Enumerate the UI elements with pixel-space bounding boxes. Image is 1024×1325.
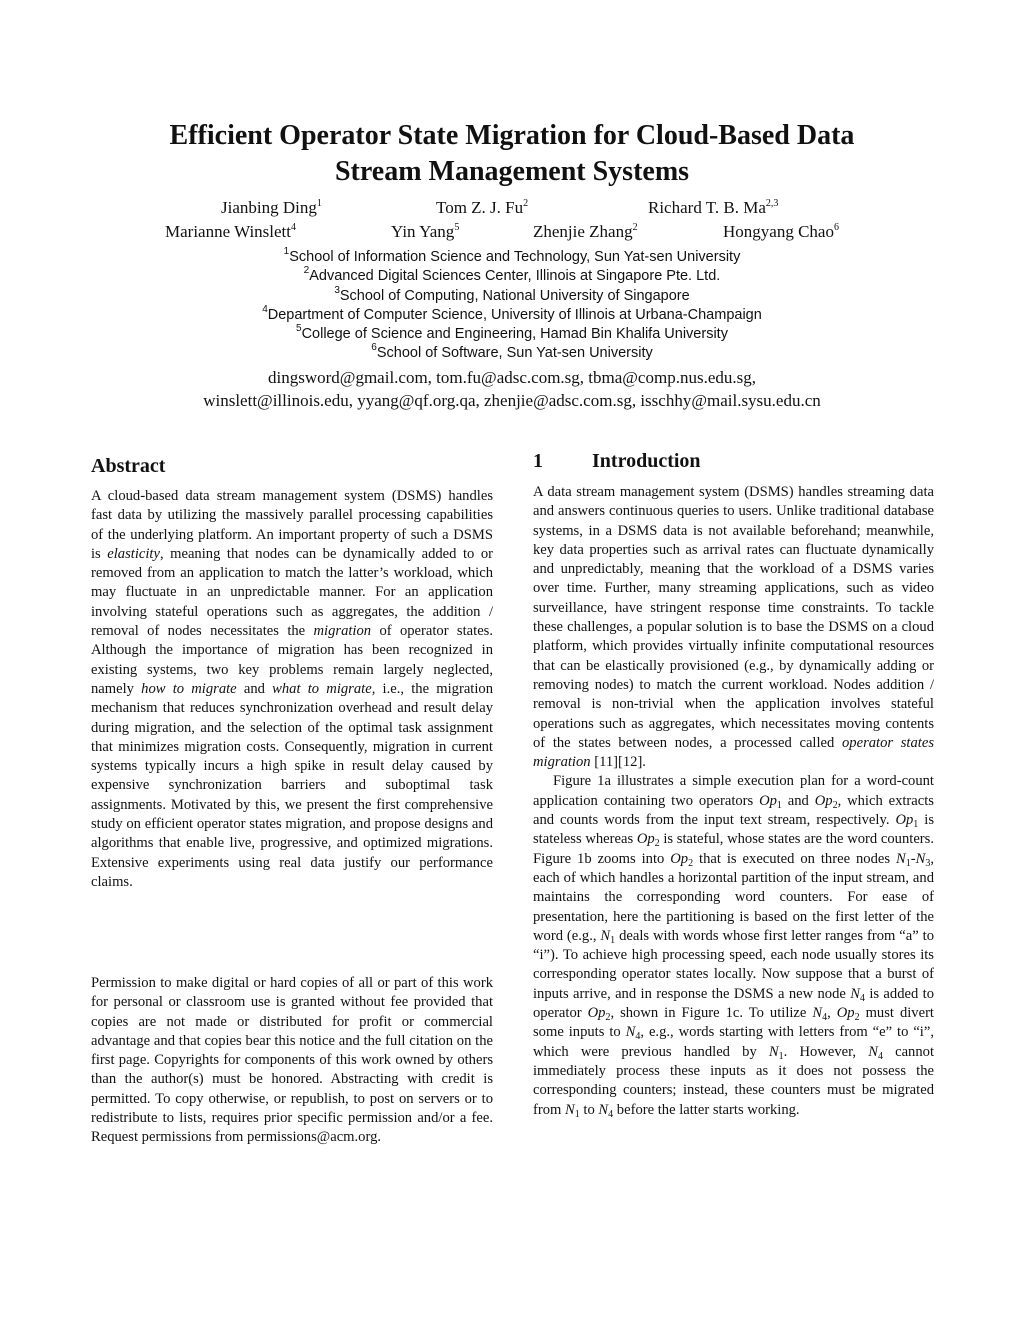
- affiliations: [0, 248, 1024, 364]
- introduction-body: [533, 483, 934, 1120]
- permission-paragraph: Permission to make digital or hard copies of all or part of this work for personal or classroom use is granted without fee provided that copies are not made or distributed for profit or commercial advantage and that copies bear this notice and the full citation on the first page. Copyrights for components of this work owned by others than the author(s) must be honored. Abstracting with credit is permitted. To copy otherwise, or republish, to post on servers or to redistribute to lists, requires prior specific permission and/or a fee. Request permissions from permissions@acm.org.: [91, 975, 493, 1146]
- author-name: Richard T. B. Ma$^{2,3}$: [648, 198, 779, 217]
- author-name: Jianbing Ding$^1$: [221, 198, 322, 217]
- abstract-heading: Abstract: [91, 455, 166, 477]
- affiliation: $^1$School of Information Science and Technology, Sun Yat-sen University: [283, 246, 741, 265]
- affiliation: $^6$School of Software, Sun Yat-sen University: [371, 342, 653, 362]
- affiliation: $^3$School of Computing, National University of Singapore: [334, 284, 690, 304]
- author-emails: [0, 366, 1024, 412]
- abstract-paragraph: A cloud-based data stream management system (DSMS) handles fast data by utilizing the massively parallel processing capabilities of the underlying platform. An important property of such a DSMS is elasticity, meaning that nodes can be dynamically added to or removed from an application to match the latter’s workload, which may fluctuate in an unpredictable manner. For an application involving stateful operations such as aggregates, the addition / removal of nodes necessitates the migration of operator states. Although the importance of migration has been recognized in existing systems, two key problems remain largely neglected, namely how to migrate and what to migrate, i.e., the migration mechanism that reduces synchronization overhead and result delay during migration, and the selection of the optimal task assignment that minimizes migration costs. Consequently, migration in current systems typically incurs a high spike in result delay caused by expensive synchronization barriers and suboptimal task assignments. Motivated by this, we present the first comprehensive study on efficient operator states migration, and propose designs and algorithms that enable live, progressive, and optimized migrations. Extensive experiments using real data justify our performance claims.: [91, 488, 494, 890]
- intro-paragraph-1: A data stream management system (DSMS) handles streaming data and answers continuous queries to users. Unlike traditional database systems, in a DSMS data is not available beforehand; meanwhile, key data properties such as arrival rates can fluctuate dynamically and unpredictably, meaning that the workload of a DSMS varies over time. Further, many streaming applications, such as video surveillance, have stringent response time constraints. To tackle these challenges, a popular solution is to base the DSMS on a cloud platform, which provides virtually infinite computational resources that can be elastically provisioned (e.g., by dynamically adding or removing nodes) to match the current workload. Nodes addition / removal is non-trivial when the application involves stateful operations such as aggregates, which necessitates moving contents of the states between nodes, a processed called operator states migration [11][12].: [533, 484, 934, 771]
- title-line-1: Efficient Operator State Migration for Cloud-Based Data: [169, 120, 855, 151]
- introduction-heading: Introduction: [592, 450, 701, 472]
- affiliation: $^5$College of Science and Engineering, Hamad Bin Khalifa University: [296, 323, 728, 343]
- author-name: Hongyang Chao$^6$: [723, 222, 839, 241]
- emails-line-2: winslett@illinois.edu, yyang@qf.org.qa, zhenjie@adsc.com.sg, isschhy@mail.sysu.edu.cn: [203, 391, 821, 410]
- title-line-2: Stream Management Systems: [334, 156, 690, 187]
- intro-paragraph-2: Figure 1a illustrates a simple execution plan for a word-count application containing two operators $Op_1$ and $Op_2$, which extracts and counts words from the input text stream, respectively. $Op_1$ is stateless whereas $Op_2$ is stateful, whose states are the word counters. Figure 1b zooms into $Op_2$ that is executed on three nodes $N_1-N_3$, each of which handles a horizontal partition of the input stream, and maintains the corresponding word counters. For ease of presentation, here the partitioning is based on the first letter of the word (e.g., $N_1$ deals with words whose first letter ranges from “a” to “i”). To achieve high processing speed, each node usually stores its corresponding operator states locally. Now suppose that a burst of inputs arrive, and in response the DSMS a new node $N_4$ is added to operator $Op_2$, shown in Figure 1c. To utilize $N_4$, $Op_2$ must divert some inputs to $N_4$, e.g., words starting with letters from “e” to “i”, which were previous handled by $N_1$. However, $N_4$ cannot immediately process these inputs as it does not possess the corresponding counters; instead, these counters must be migrated from $N_1$ to $N_4$ before the latter starts working.: [533, 773, 935, 1120]
- affiliation: $^2$Advanced Digital Sciences Center, Illinois at Singapore Pte. Ltd.: [303, 265, 721, 285]
- abstract-body: [91, 487, 493, 892]
- permission-notice: [91, 974, 493, 1148]
- author-name: Marianne Winslett$^4$: [165, 222, 296, 241]
- author-name: Zhenjie Zhang$^2$: [533, 222, 638, 241]
- emails-line-1: dingsword@gmail.com, tom.fu@adsc.com.sg, tbma@comp.nus.edu.sg,: [268, 368, 756, 387]
- author-name: Tom Z. J. Fu$^2$: [436, 198, 529, 217]
- author-name: Yin Yang$^5$: [391, 222, 460, 241]
- paper-title: [0, 118, 1024, 190]
- section-number: 1: [533, 450, 543, 472]
- affiliation: $^4$Department of Computer Science, University of Illinois at Urbana-Champaign: [262, 303, 762, 323]
